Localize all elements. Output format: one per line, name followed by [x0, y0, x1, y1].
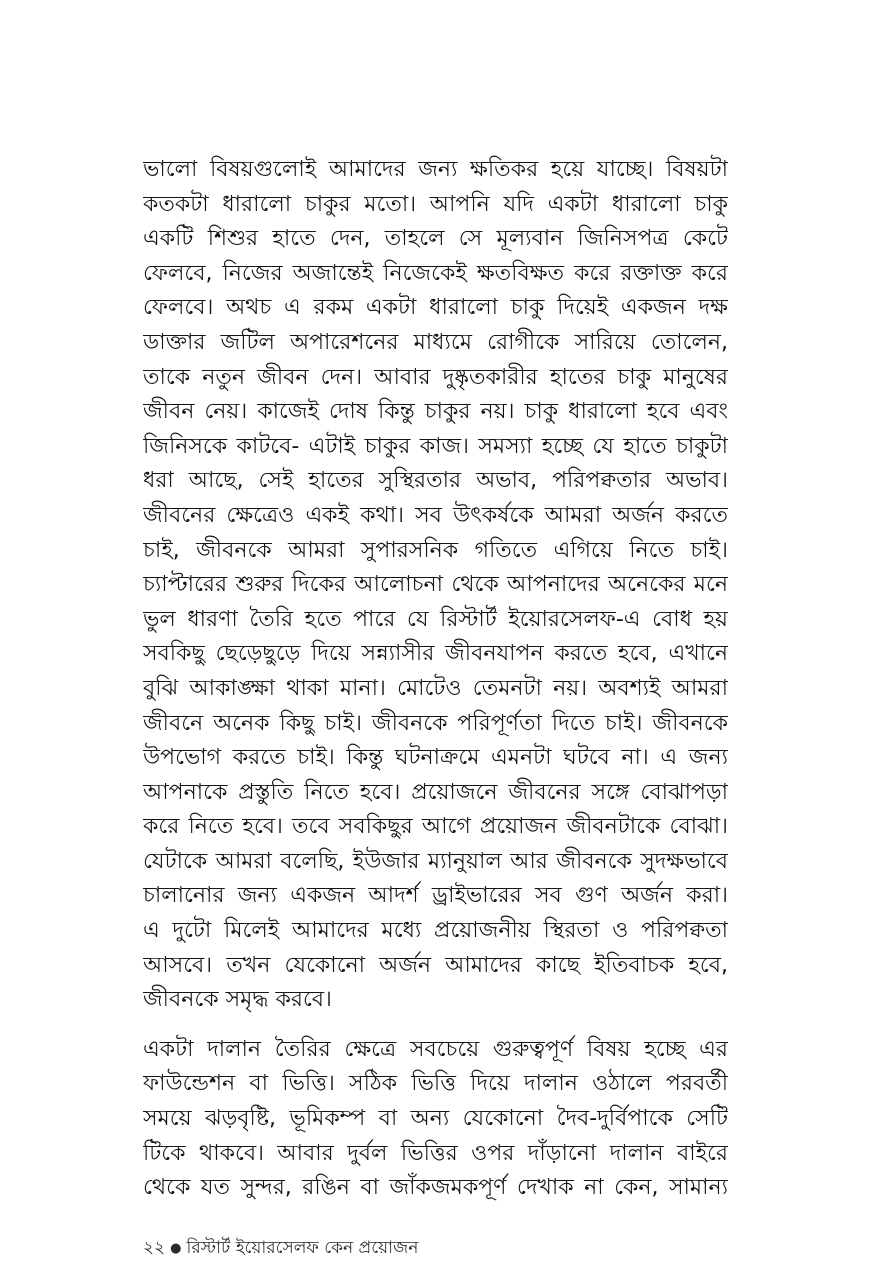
- text-line: জীবনের ক্ষেত্রেও একই কথা। সব উৎকর্ষকে আমরা অর্জন করতে: [143, 502, 728, 528]
- text-line: বুঝি আকাঙ্ক্ষা থাকা মানা। মোটেও তেমনটা নয়। অবশ্যই আমরা: [143, 675, 728, 701]
- text-line: সময়ে ঝড়বৃষ্টি, ভূমিকম্প বা অন্য যেকোনো দৈব-দুর্বিপাকে সেটি: [143, 1106, 728, 1132]
- text-line: আসবে। তখন যেকোনো অর্জন আমাদের কাছে ইতিবাচক হবে,: [143, 952, 728, 978]
- text-line: কতকটা ধারালো চাকুর মতো। আপনি যদি একটা ধারালো চাকু: [143, 191, 728, 217]
- text-line: চ্যাপ্টারের শুরুর দিকের আলোচনা থেকে আপনাদের অনেকের মনে: [143, 572, 728, 598]
- text-line: উপভোগ করতে চাই। কিন্তু ঘটনাক্রমে এমনটা ঘটবে না। এ জন্য: [143, 745, 728, 771]
- text-line: থেকে যত সুন্দর, রঙিন বা জাঁকজমকপূর্ণ দেখাক না কেন, সামান্য: [143, 1175, 728, 1201]
- text-line: করে নিতে হবে। তবে সবকিছুর আগে প্রয়োজন জীবনটাকে বোঝা।: [143, 814, 728, 840]
- text-line: আপনাকে প্রস্তুতি নিতে হবে। প্রয়োজনে জীবনের সঙ্গে বোঝাপড়া: [143, 779, 728, 805]
- body-text: [143, 153, 728, 1206]
- running-title: রিস্টার্ট ইয়োরসেলফ কেন প্রয়োজন: [186, 1238, 419, 1258]
- text-line: ভালো বিষয়গুলোই আমাদের জন্য ক্ষতিকর হয়ে যাচ্ছে। বিষয়টা: [143, 157, 728, 182]
- text-line: ফেলবে, নিজের অজান্তেই নিজেকেই ক্ষতবিক্ষত করে রক্তাক্ত করে: [143, 260, 728, 286]
- paragraph-1: [143, 153, 728, 1018]
- text-line: ধরা আছে, সেই হাতের সুস্থিরতার অভাব, পরিপক্বতার অভাব।: [143, 468, 728, 494]
- text-line: জিনিসকে কাটবে- এটাই চাকুর কাজ। সমস্যা হচ্ছে যে হাতে চাকুটা: [143, 433, 728, 459]
- text-line: ডাক্তার জটিল অপারেশনের মাধ্যমে রোগীকে সারিয়ে তোলেন,: [143, 329, 728, 355]
- text-line: একটা দালান তৈরির ক্ষেত্রে সবচেয়ে গুরুত্বপূর্ণ বিষয় হচ্ছে এর: [143, 1036, 728, 1062]
- text-line: যেটাকে আমরা বলেছি, ইউজার ম্যানুয়াল আর জীবনকে সুদক্ষভাবে: [143, 848, 728, 874]
- page-footer: [143, 1234, 418, 1263]
- paragraph-2: [143, 1033, 728, 1206]
- text-line: ফাউন্ডেশন বা ভিত্তি। সঠিক ভিত্তি দিয়ে দালান ওঠালে পরবর্তী: [143, 1071, 728, 1097]
- text-line: চাই, জীবনকে আমরা সুপারসনিক গতিতে এগিয়ে নিতে চাই।: [143, 537, 728, 563]
- text-line: জীবনকে সমৃদ্ধ করবে।: [143, 987, 332, 1013]
- text-line: চালানোর জন্য একজন আদর্শ ড্রাইভারের সব গুণ অর্জন করা।: [143, 883, 728, 909]
- text-line: ভুল ধারণা তৈরি হতে পারে যে রিস্টার্ট ইয়োরসেলফ-এ বোধ হয়: [143, 606, 728, 632]
- text-line: তাকে নতুন জীবন দেন। আবার দুষ্কৃতকারীর হাতের চাকু মানুষের: [143, 364, 728, 390]
- text-line: একটি শিশুর হাতে দেন, তাহলে সে মূল্যবান জিনিসপত্র কেটে: [143, 226, 728, 252]
- text-line: জীবন নেয়। কাজেই দোষ কিন্তু চাকুর নয়। চাকু ধারালো হবে এবং: [143, 399, 728, 425]
- text-line: টিকে থাকবে। আবার দুর্বল ভিত্তির ওপর দাঁড়ানো দালান বাইরে: [143, 1140, 728, 1166]
- text-line: এ দুটো মিলেই আমাদের মধ্যে প্রয়োজনীয় স্থিরতা ও পরিপক্বতা: [143, 918, 728, 944]
- text-line: ফেলবে। অথচ এ রকম একটা ধারালো চাকু দিয়েই একজন দক্ষ: [143, 295, 728, 321]
- text-line: সবকিছু ছেড়েছুড়ে দিয়ে সন্ন্যাসীর জীবনযাপন করতে হবে, এখানে: [143, 641, 728, 667]
- bullet-separator: ●: [170, 1241, 182, 1256]
- text-line: জীবনে অনেক কিছু চাই। জীবনকে পরিপূর্ণতা দিতে চাই। জীবনকে: [143, 710, 728, 736]
- page-number: ২২: [143, 1238, 166, 1258]
